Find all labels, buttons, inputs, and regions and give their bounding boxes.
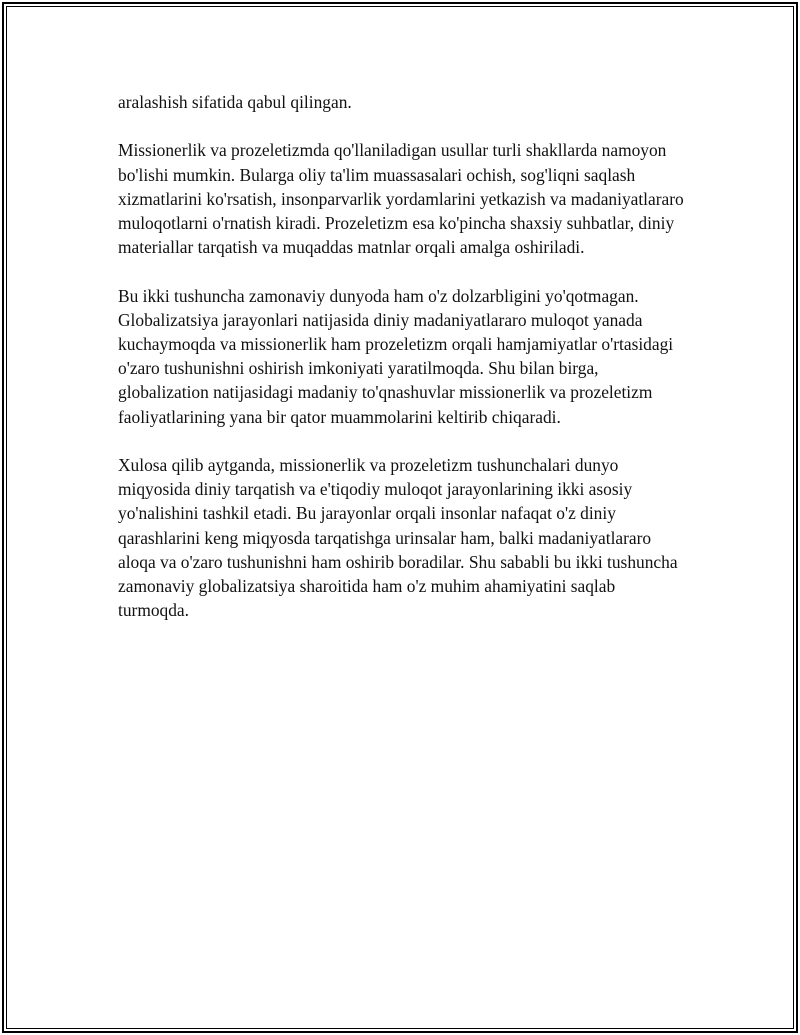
paragraph-modern-relevance: Bu ikki tushuncha zamonaviy dunyoda ham o'z dolzarbligini yo'qotmagan. Globalizatsiya jarayonlari natijasida diniy madaniyatlararo muloqot yanada kuchaymoqda va missionerlik ham prozeletizm orqali hamjamiyatlar o'rtasidagi o'zaro tushunishni oshirish imkoniyati yaratilmoqda. Shu bilan birga, globalization natijasidagi madaniy to'qnashuvlar missionerlik va prozeletizm faoliyatlarining yana bir qator muammolarini keltirib chiqaradi. [118, 285, 674, 427]
paragraph-methods: Missionerlik va prozeletizmda qo'llaniladigan usullar turli shakllarda namoyon bo'lishi mumkin. Bularga oliy ta'lim muassasalari ochish, sog'liqni saqlash xizmatlarini ko'rsatish, insonparvarlik yordamlarini yetkazish va madaniyatlararo muloqotlarni o'rnatish kiradi. Prozeletizm esa ko'pincha shaxsiy suhbatlar, diniy materiallar tarqatish va muqaddas matnlar orqali amalga oshiriladi. [118, 140, 684, 258]
paragraph-conclusion: Xulosa qilib aytganda, missionerlik va prozeletizm tushunchalari dunyo miqyosida diniy tarqatish va e'tiqodiy muloqot jarayonlarining ikki asosiy yo'nalishini tashkil etadi. Bu jarayonlar orqali insonlar nafaqat o'z diniy qarashlarini keng miqyosda tarqatishga urinsalar ham, balki madaniyatlararo aloqa va o'zaro tushunishni ham oshirib boradilar. Shu sababli bu ikki tushuncha zamonaviy globalizatsiya sharoitida ham o'z muhim ahamiyatini saqlab turmoqda. [118, 455, 678, 621]
document-body [118, 90, 690, 647]
paragraph-continuation: aralashish sifatida qabul qilingan. [118, 92, 352, 112]
